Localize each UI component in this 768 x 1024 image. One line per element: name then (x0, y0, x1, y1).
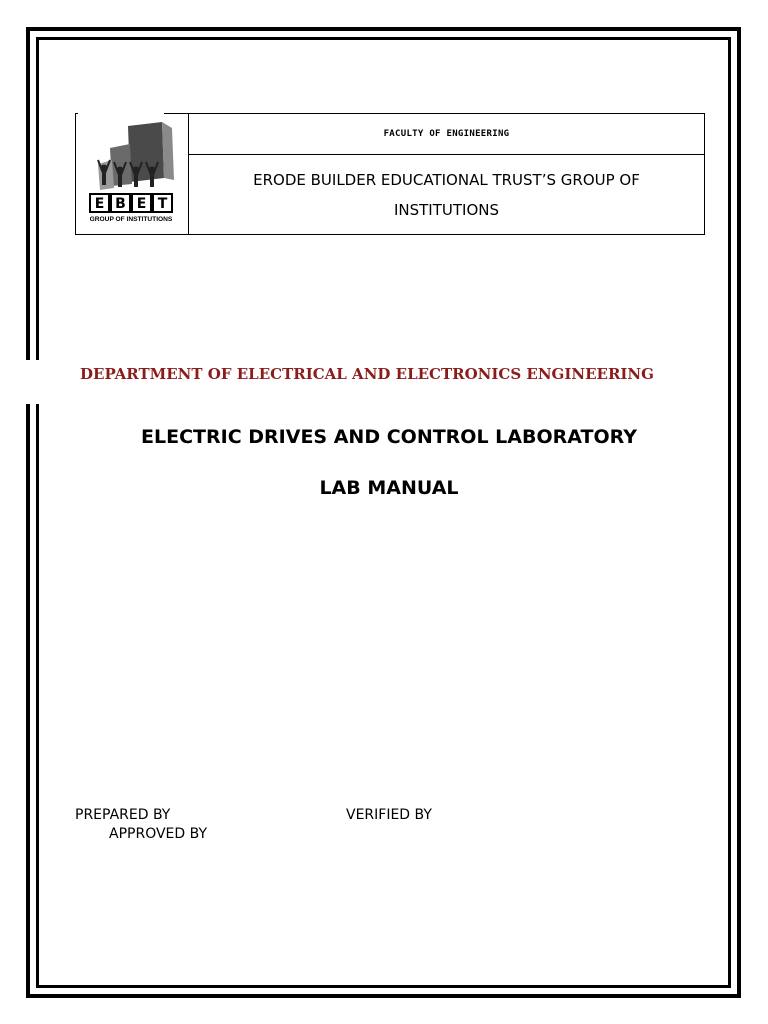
approved-by-label: APPROVED BY (109, 826, 208, 842)
faculty-heading: FACULTY OF ENGINEERING (189, 114, 704, 155)
trust-name-line2: INSTITUTIONS (393, 200, 499, 219)
verified-by-label: VERIFIED BY (346, 807, 432, 823)
logo-letter: E (94, 196, 105, 212)
logo-letter: T (157, 196, 168, 212)
lab-manual-heading: LAB MANUAL (319, 477, 459, 499)
ebet-logo-icon (84, 118, 180, 230)
lab-title: ELECTRIC DRIVES AND CONTROL LABORATORY (141, 426, 637, 448)
logo-cell (76, 114, 189, 234)
logo-caption: GROUP OF INSTITUTIONS (89, 216, 173, 223)
department-heading: DEPARTMENT OF ELECTRICAL AND ELECTRONICS ENGINEERING (80, 365, 654, 383)
logo-letter: E (136, 196, 147, 212)
logo-letter: B (115, 196, 126, 212)
header-table (75, 113, 705, 235)
prepared-by-label: PREPARED BY (75, 807, 171, 823)
trust-name (189, 155, 704, 234)
trust-name-line1: ERODE BUILDER EDUCATIONAL TRUST’S GROUP OF (253, 170, 640, 189)
